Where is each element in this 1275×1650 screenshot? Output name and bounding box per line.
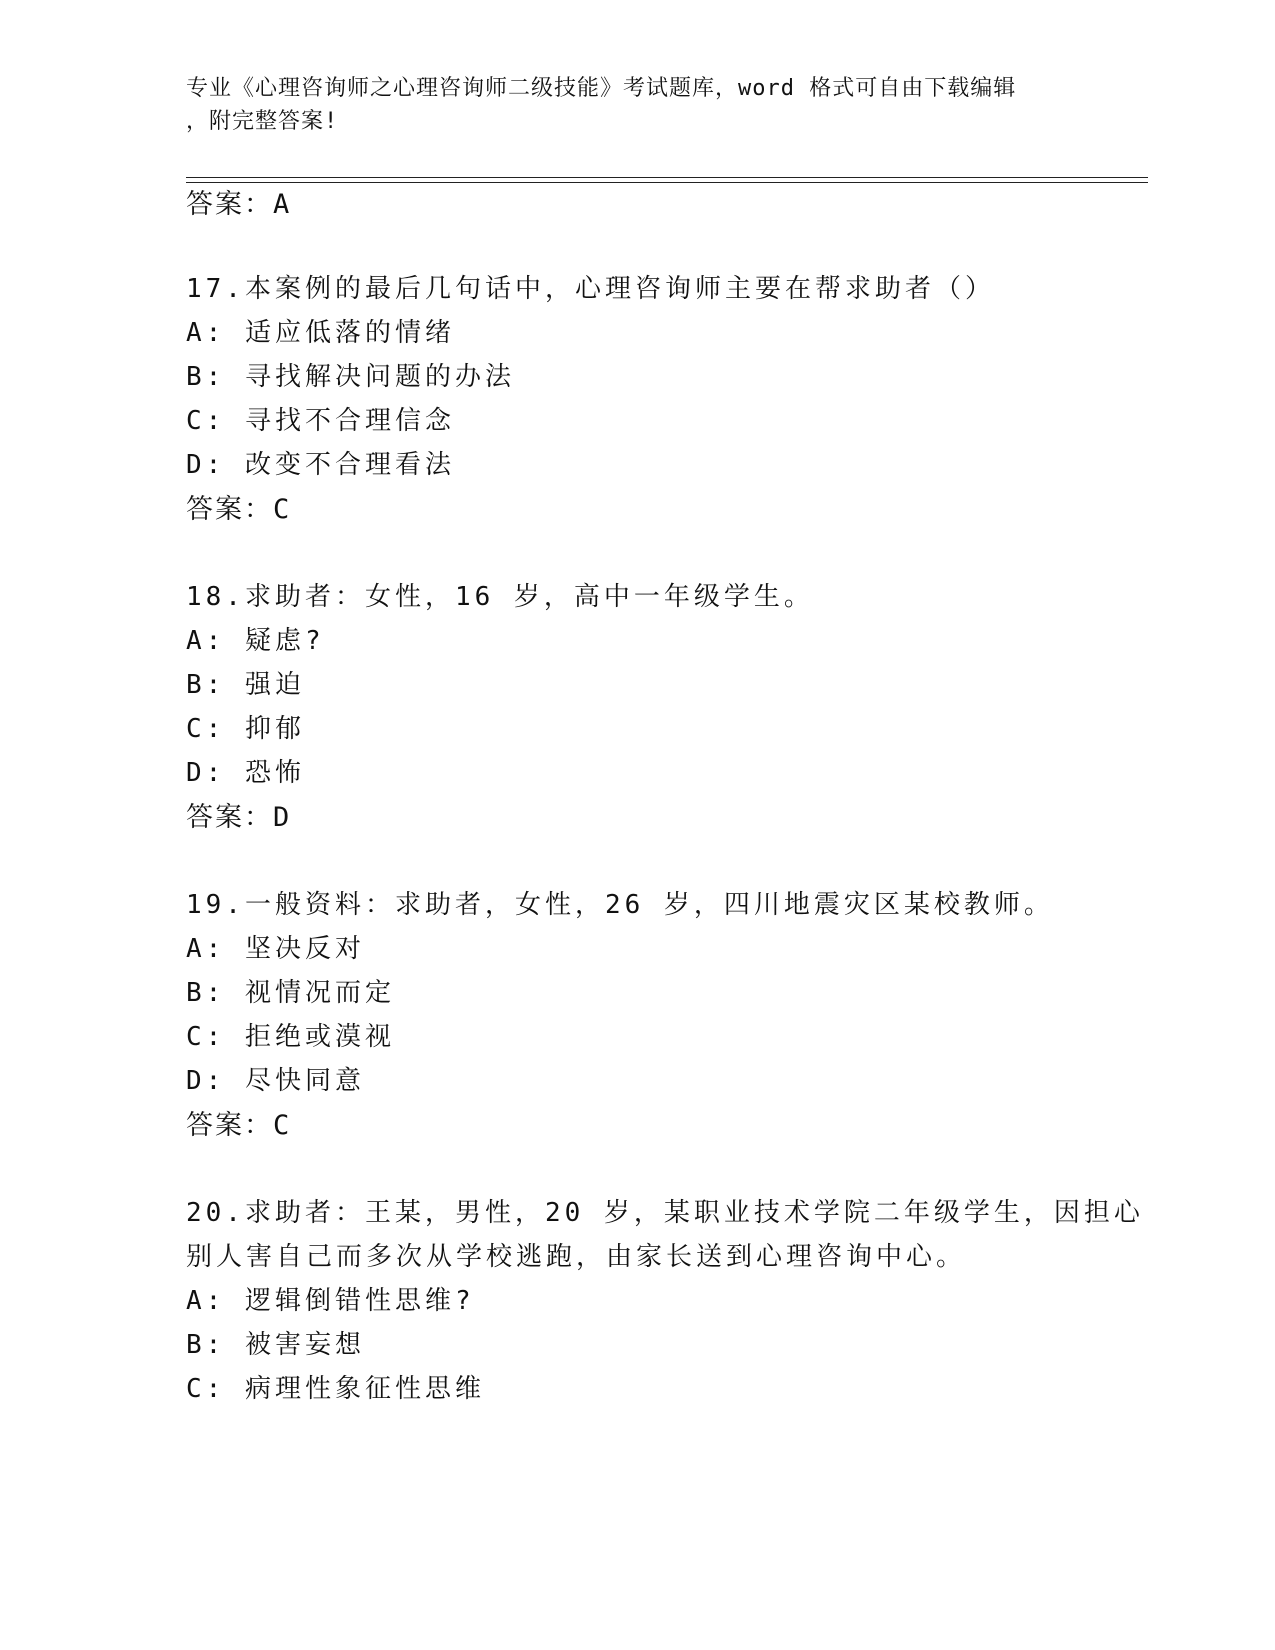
question-17-option-d: D: 改变不合理看法 [186,450,455,480]
question-20-stem-line-2: 别人害自己而多次从学校逃跑，由家长送到心理咨询中心。 [186,1242,967,1272]
question-18-answer: 答案：D [186,802,292,833]
question-19-option-d: D: 尽快同意 [186,1066,365,1096]
header-divider-bottom [186,182,1148,183]
document-header [186,72,1086,138]
question-17-stem: 17.本案例的最后几句话中，心理咨询师主要在帮求助者（） [186,274,995,304]
question-17-option-b: B: 寻找解决问题的办法 [186,362,515,392]
question-20-option-b: B: 被害妄想 [186,1330,365,1360]
question-17-option-c: C: 寻找不合理信念 [186,406,455,436]
question-18-option-a: A: 疑虑? [186,626,325,656]
header-divider-top [186,177,1148,178]
question-20-stem-line-1: 20.求助者：王某，男性，20 岁，某职业技术学院二年级学生，因担心 [186,1198,1144,1228]
question-19-answer: 答案：C [186,1110,292,1141]
question-20-option-a: A: 逻辑倒错性思维? [186,1286,475,1316]
question-17-option-a: A: 适应低落的情绪 [186,318,455,348]
question-19-stem: 19.一般资料：求助者，女性，26 岁，四川地震灾区某校教师。 [186,890,1054,920]
question-19-option-c: C: 拒绝或漠视 [186,1022,395,1052]
question-18-stem: 18.求助者：女性，16 岁，高中一年级学生。 [186,582,814,612]
question-17-answer: 答案：C [186,494,292,525]
question-18-option-c: C: 抑郁 [186,714,305,744]
header-line-1: 专业《心理咨询师之心理咨询师二级技能》考试题库，word 格式可自由下载编辑 [186,76,1017,101]
previous-answer: 答案：A [186,189,292,220]
question-19-option-a: A: 坚决反对 [186,934,365,964]
question-20-option-c: C: 病理性象征性思维 [186,1374,485,1404]
header-line-2: ，附完整答案! [186,109,339,134]
question-19-option-b: B: 视情况而定 [186,978,395,1008]
question-18-option-b: B: 强迫 [186,670,305,700]
question-18-option-d: D: 恐怖 [186,758,305,788]
